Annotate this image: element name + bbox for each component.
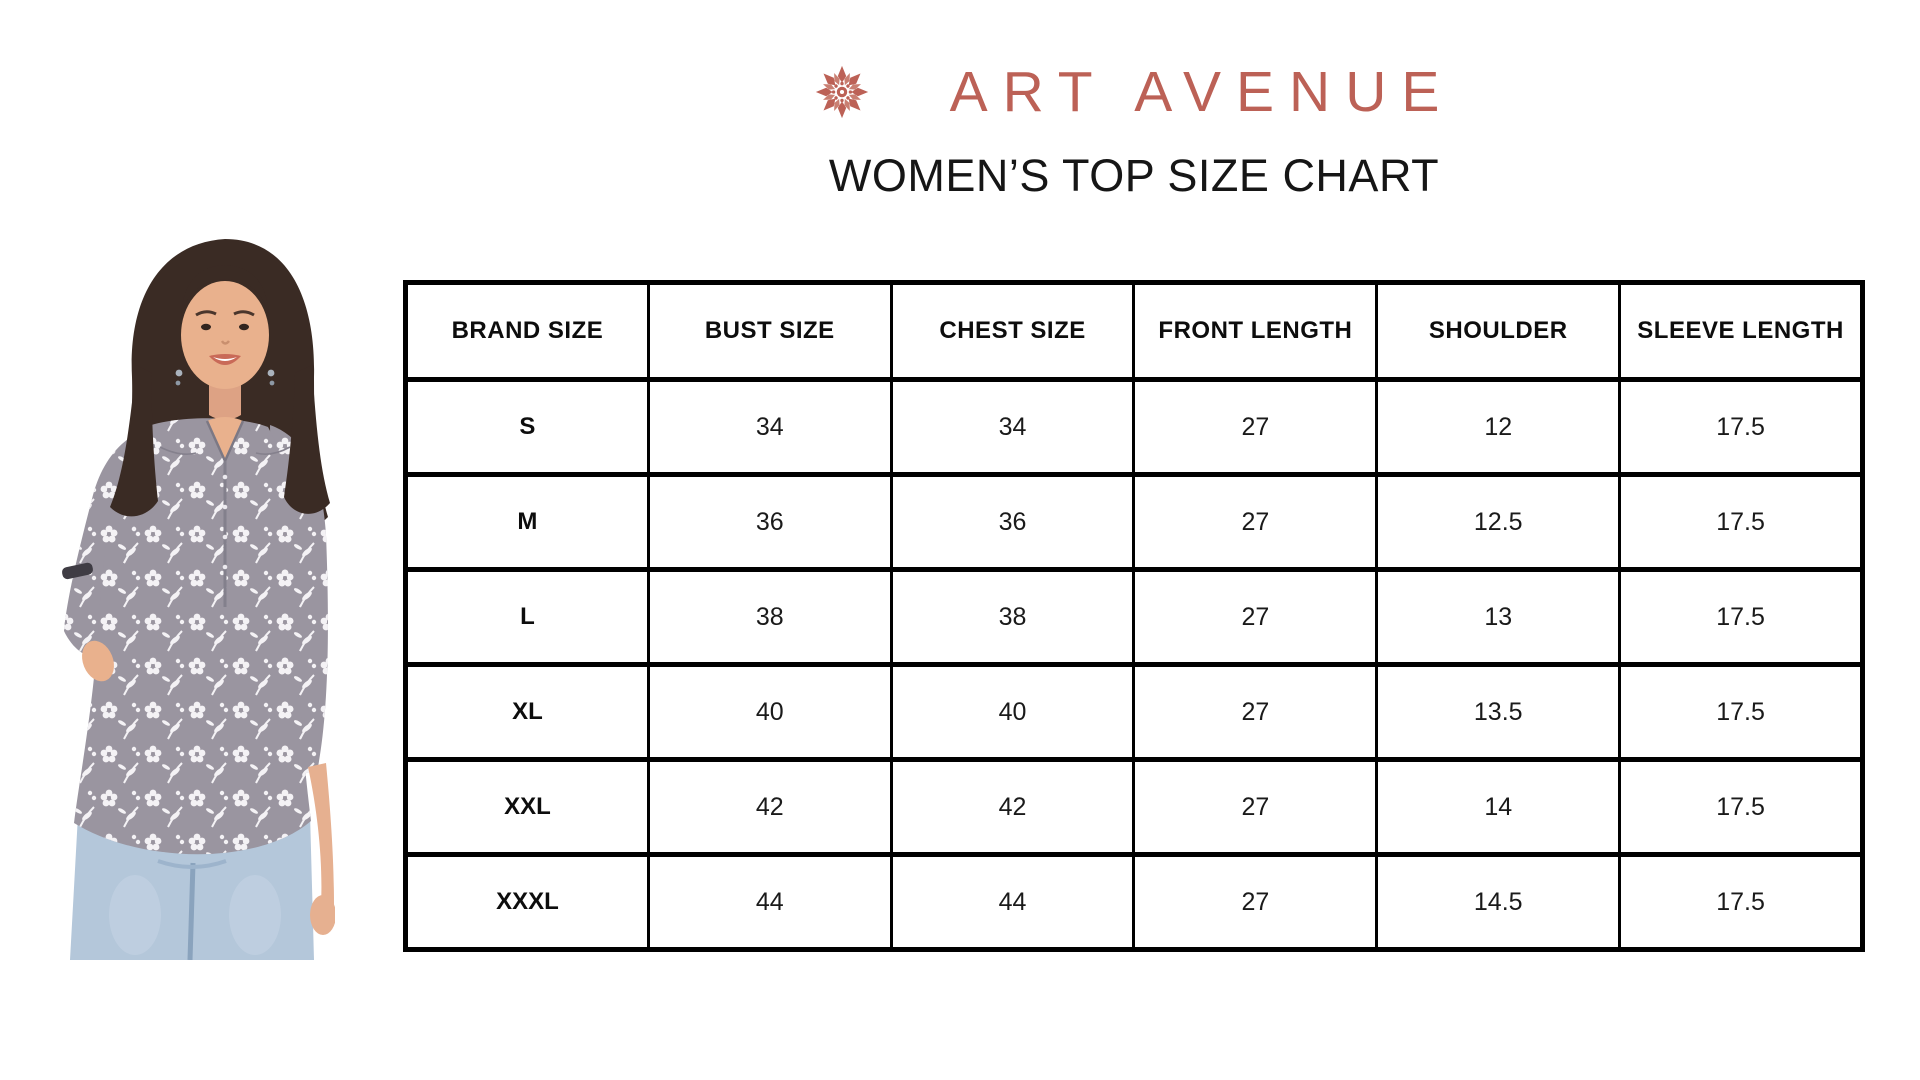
cell-front-length: 27 [1134, 475, 1377, 570]
cell-front-length: 27 [1134, 760, 1377, 855]
cell-front-length: 27 [1134, 665, 1377, 760]
table-row-m [406, 475, 1863, 570]
cell-shoulder: 14.5 [1377, 855, 1620, 950]
col-header-chest-size: CHEST SIZE [891, 283, 1134, 380]
cell-sleeve-length: 17.5 [1620, 570, 1863, 665]
cell-bust-size: 38 [648, 570, 891, 665]
cell-shoulder: 13 [1377, 570, 1620, 665]
cell-chest-size: 36 [891, 475, 1134, 570]
header-row [406, 283, 1863, 380]
cell-brand-size: M [406, 475, 649, 570]
cell-front-length: 27 [1134, 570, 1377, 665]
mandala-icon [814, 64, 870, 120]
cell-bust-size: 40 [648, 665, 891, 760]
col-header-bust-size: BUST SIZE [648, 283, 891, 380]
cell-bust-size: 42 [648, 760, 891, 855]
cell-brand-size: XL [406, 665, 649, 760]
cell-bust-size: 44 [648, 855, 891, 950]
cell-bust-size: 34 [648, 380, 891, 475]
brand-logo-row [814, 56, 1455, 128]
cell-front-length: 27 [1134, 855, 1377, 950]
cell-shoulder: 12 [1377, 380, 1620, 475]
cell-chest-size: 38 [891, 570, 1134, 665]
cell-sleeve-length: 17.5 [1620, 380, 1863, 475]
cell-sleeve-length: 17.5 [1620, 475, 1863, 570]
col-header-sleeve-length: SLEEVE LENGTH [1620, 283, 1863, 380]
header [403, 56, 1865, 202]
model-photo [10, 215, 335, 960]
table-row-xxxl [406, 855, 1863, 950]
cell-sleeve-length: 17.5 [1620, 760, 1863, 855]
brand-name: ART AVENUE [949, 59, 1455, 124]
cell-bust-size: 36 [648, 475, 891, 570]
cell-brand-size: S [406, 380, 649, 475]
size-chart-table [403, 280, 1865, 952]
cell-shoulder: 13.5 [1377, 665, 1620, 760]
cell-brand-size: XXL [406, 760, 649, 855]
table-row-s [406, 380, 1863, 475]
cell-shoulder: 12.5 [1377, 475, 1620, 570]
cell-chest-size: 40 [891, 665, 1134, 760]
cell-brand-size: XXXL [406, 855, 649, 950]
cell-sleeve-length: 17.5 [1620, 665, 1863, 760]
col-header-shoulder: SHOULDER [1377, 283, 1620, 380]
forearm [308, 763, 335, 935]
page-title: WOMEN’S TOP SIZE CHART [828, 150, 1440, 201]
cell-shoulder: 14 [1377, 760, 1620, 855]
cell-sleeve-length: 17.5 [1620, 855, 1863, 950]
cell-chest-size: 34 [891, 380, 1134, 475]
cell-chest-size: 44 [891, 855, 1134, 950]
col-header-brand-size: BRAND SIZE [406, 283, 649, 380]
table-row-xxl [406, 760, 1863, 855]
table-row-xl [406, 665, 1863, 760]
cell-brand-size: L [406, 570, 649, 665]
table-row-l [406, 570, 1863, 665]
col-header-front-length: FRONT LENGTH [1134, 283, 1377, 380]
cell-chest-size: 42 [891, 760, 1134, 855]
cell-front-length: 27 [1134, 380, 1377, 475]
